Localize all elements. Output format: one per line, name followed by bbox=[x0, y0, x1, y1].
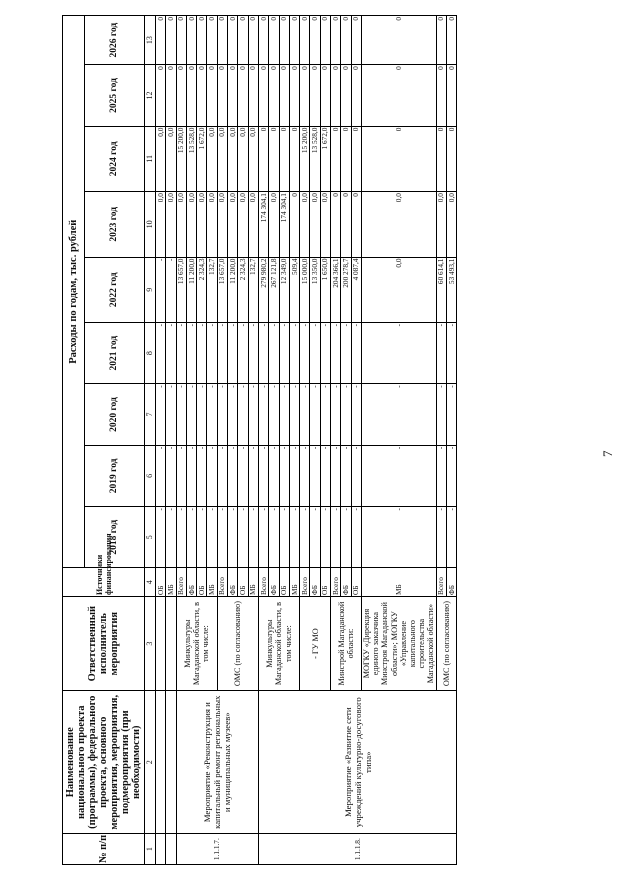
value-cell: - bbox=[248, 384, 258, 445]
source-cell: ФБ bbox=[341, 568, 351, 597]
column-index: 10 bbox=[145, 192, 156, 257]
value-cell: - bbox=[289, 445, 299, 506]
value-cell: - bbox=[269, 507, 279, 568]
value-cell: - bbox=[156, 445, 166, 506]
value-cell: - bbox=[248, 507, 258, 568]
value-cell: - bbox=[258, 445, 268, 506]
responsible-cell bbox=[156, 597, 166, 691]
value-cell: 0 bbox=[176, 65, 186, 126]
responsible-executor: Минстрой Магаданской области: bbox=[331, 597, 362, 691]
value-cell: - bbox=[166, 445, 176, 506]
value-cell: 0 bbox=[341, 16, 351, 65]
value-cell: 13 528,0 bbox=[186, 126, 196, 191]
value-cell: - bbox=[436, 445, 446, 506]
value-cell: 0,0 bbox=[269, 192, 279, 257]
value-cell: - bbox=[310, 445, 320, 506]
item-number: 1.1.1.7. bbox=[176, 834, 258, 865]
value-cell: 13 528,0 bbox=[310, 126, 320, 191]
value-cell: - bbox=[228, 445, 238, 506]
value-cell: - bbox=[361, 445, 436, 506]
value-cell: 0 bbox=[197, 65, 207, 126]
value-cell: 0 bbox=[341, 65, 351, 126]
value-cell: 132,7 bbox=[248, 257, 258, 322]
value-cell: - bbox=[176, 445, 186, 506]
value-cell: 0,0 bbox=[207, 192, 217, 257]
source-cell: Всего bbox=[436, 568, 446, 597]
page-number: 7 bbox=[600, 450, 615, 457]
table-row bbox=[156, 16, 166, 865]
value-cell: 0,0 bbox=[217, 126, 227, 191]
value-cell: - bbox=[446, 384, 456, 445]
value-cell: - bbox=[351, 507, 361, 568]
source-cell: Всего bbox=[300, 568, 310, 597]
value-cell: - bbox=[207, 445, 217, 506]
value-cell: 11 200,0 bbox=[186, 257, 196, 322]
value-cell: - bbox=[186, 322, 196, 383]
column-index: 4 bbox=[145, 568, 156, 597]
item-name: Мероприятие «Развитие сети учреждений культурно-досугового типа» bbox=[258, 691, 456, 834]
value-cell: - bbox=[300, 384, 310, 445]
value-cell: 0 bbox=[279, 126, 289, 191]
responsible-executor: ОМС (по согласованию) bbox=[217, 597, 258, 691]
value-cell: - bbox=[176, 507, 186, 568]
source-cell: ОБ bbox=[238, 568, 248, 597]
value-cell: 2 324,3 bbox=[238, 257, 248, 322]
value-cell: 0 bbox=[289, 126, 299, 191]
value-cell: 4 087,4 bbox=[351, 257, 361, 322]
value-cell: - bbox=[310, 322, 320, 383]
value-cell: 0 bbox=[217, 65, 227, 126]
source-cell: Всего bbox=[331, 568, 341, 597]
value-cell: - bbox=[186, 507, 196, 568]
value-cell: - bbox=[166, 384, 176, 445]
value-cell: 267 121,8 bbox=[269, 257, 279, 322]
column-index: 5 bbox=[145, 507, 156, 568]
value-cell: 13 657,0 bbox=[217, 257, 227, 322]
column-index: 8 bbox=[145, 322, 156, 383]
value-cell: 0 bbox=[300, 16, 310, 65]
source-cell: МБ bbox=[248, 568, 258, 597]
value-cell: - bbox=[436, 507, 446, 568]
value-cell: 0 bbox=[156, 65, 166, 126]
value-cell: 0,0 bbox=[197, 192, 207, 257]
name-cell bbox=[166, 691, 176, 834]
value-cell: - bbox=[228, 507, 238, 568]
value-cell: 0,0 bbox=[446, 192, 456, 257]
value-cell: - bbox=[361, 384, 436, 445]
value-cell: - bbox=[176, 322, 186, 383]
value-cell: 0 bbox=[341, 192, 351, 257]
value-cell: 0,0 bbox=[207, 126, 217, 191]
value-cell: 0 bbox=[341, 126, 351, 191]
value-cell: 0 bbox=[331, 16, 341, 65]
value-cell: 0 bbox=[238, 65, 248, 126]
value-cell: 0,0 bbox=[361, 192, 436, 257]
value-cell: - bbox=[361, 507, 436, 568]
value-cell: - bbox=[258, 322, 268, 383]
value-cell: - bbox=[186, 445, 196, 506]
header-year: 2021 год bbox=[85, 322, 145, 383]
expenses-table bbox=[62, 15, 457, 865]
column-index: 1 bbox=[145, 834, 156, 865]
value-cell: - bbox=[320, 507, 330, 568]
header-num: № п/п bbox=[63, 834, 145, 865]
value-cell: 0,0 bbox=[310, 192, 320, 257]
value-cell: 0 bbox=[289, 65, 299, 126]
value-cell: - bbox=[341, 322, 351, 383]
value-cell: 0 bbox=[186, 16, 196, 65]
value-cell: - bbox=[436, 384, 446, 445]
value-cell: - bbox=[166, 257, 176, 322]
value-cell: - bbox=[217, 445, 227, 506]
value-cell: - bbox=[258, 507, 268, 568]
num-cell bbox=[166, 834, 176, 865]
value-cell: 0 bbox=[361, 16, 436, 65]
value-cell: 200 278,7 bbox=[341, 257, 351, 322]
value-cell: 174 304,1 bbox=[279, 192, 289, 257]
value-cell: 0 bbox=[258, 16, 268, 65]
source-cell: МБ bbox=[166, 568, 176, 597]
table-row bbox=[176, 16, 186, 865]
value-cell: 12 349,0 bbox=[279, 257, 289, 322]
value-cell: 0,0 bbox=[186, 192, 196, 257]
value-cell: - bbox=[217, 322, 227, 383]
value-cell: 0 bbox=[310, 16, 320, 65]
value-cell: - bbox=[446, 322, 456, 383]
table-row bbox=[258, 16, 268, 865]
name-cell bbox=[156, 691, 166, 834]
value-cell: 0 bbox=[238, 16, 248, 65]
value-cell: - bbox=[248, 445, 258, 506]
source-cell: ФБ bbox=[186, 568, 196, 597]
responsible-executor: - ГУ МО bbox=[300, 597, 331, 691]
value-cell: 0,0 bbox=[248, 192, 258, 257]
value-cell: 0 bbox=[351, 16, 361, 65]
source-cell: ФБ bbox=[228, 568, 238, 597]
value-cell: - bbox=[436, 322, 446, 383]
column-index: 3 bbox=[145, 597, 156, 691]
value-cell: 0 bbox=[269, 16, 279, 65]
responsible-executor: Минкультуры Магаданской области, в том числе: bbox=[258, 597, 299, 691]
value-cell: 15 000,0 bbox=[300, 257, 310, 322]
value-cell: - bbox=[351, 384, 361, 445]
value-cell: 0 bbox=[207, 16, 217, 65]
value-cell: 0,0 bbox=[320, 192, 330, 257]
value-cell: - bbox=[269, 445, 279, 506]
num-cell bbox=[156, 834, 166, 865]
value-cell: - bbox=[331, 507, 341, 568]
value-cell: - bbox=[446, 507, 456, 568]
column-index-row bbox=[145, 16, 156, 865]
column-index: 9 bbox=[145, 257, 156, 322]
value-cell: 0 bbox=[289, 192, 299, 257]
value-cell: 0 bbox=[331, 192, 341, 257]
value-cell: 132,7 bbox=[207, 257, 217, 322]
value-cell: - bbox=[176, 384, 186, 445]
value-cell: 60 614,1 bbox=[436, 257, 446, 322]
value-cell: - bbox=[156, 507, 166, 568]
value-cell: - bbox=[238, 384, 248, 445]
value-cell: 0 bbox=[331, 126, 341, 191]
value-cell: - bbox=[331, 384, 341, 445]
source-cell: МБ bbox=[361, 568, 436, 597]
value-cell: 0 bbox=[351, 126, 361, 191]
value-cell: - bbox=[238, 322, 248, 383]
value-cell: - bbox=[269, 322, 279, 383]
source-cell: Всего bbox=[176, 568, 186, 597]
source-cell: ОБ bbox=[279, 568, 289, 597]
source-cell: ФБ bbox=[269, 568, 279, 597]
value-cell: - bbox=[341, 445, 351, 506]
value-cell: - bbox=[320, 445, 330, 506]
header-year: 2018 год bbox=[85, 507, 145, 568]
value-cell: 0,0 bbox=[238, 192, 248, 257]
value-cell: - bbox=[228, 384, 238, 445]
responsible-executor: МОГКУ «Дирекция единого заказчика Минстроя Магаданской области»; МОГКУ «Управление капитального строительства Магаданской области» bbox=[361, 597, 436, 691]
header-responsible: Ответственный исполнитель мероприятия bbox=[63, 597, 145, 691]
value-cell: 13 350,0 bbox=[310, 257, 320, 322]
value-cell: 53 493,1 bbox=[446, 257, 456, 322]
value-cell: - bbox=[446, 445, 456, 506]
value-cell: - bbox=[207, 322, 217, 383]
value-cell: - bbox=[228, 322, 238, 383]
value-cell: - bbox=[331, 445, 341, 506]
item-number: 1.1.1.8. bbox=[258, 834, 456, 865]
value-cell: 11 200,0 bbox=[228, 257, 238, 322]
value-cell: 0 bbox=[228, 16, 238, 65]
value-cell: 0,0 bbox=[300, 192, 310, 257]
column-index: 12 bbox=[145, 65, 156, 126]
value-cell: 0 bbox=[351, 65, 361, 126]
source-cell: ОБ bbox=[156, 568, 166, 597]
value-cell: 0 bbox=[436, 65, 446, 126]
value-cell: 0,0 bbox=[361, 257, 436, 322]
column-index: 6 bbox=[145, 445, 156, 506]
value-cell: - bbox=[238, 445, 248, 506]
value-cell: - bbox=[300, 322, 310, 383]
value-cell: - bbox=[207, 507, 217, 568]
value-cell: 0 bbox=[351, 192, 361, 257]
responsible-executor: Минкультуры Магаданской области, в том числе: bbox=[176, 597, 217, 691]
value-cell: - bbox=[217, 507, 227, 568]
value-cell: 0 bbox=[446, 126, 456, 191]
value-cell: 0 bbox=[279, 16, 289, 65]
source-cell: МБ bbox=[207, 568, 217, 597]
value-cell: 0 bbox=[248, 65, 258, 126]
value-cell: - bbox=[310, 384, 320, 445]
header-year: 2024 год bbox=[85, 126, 145, 191]
source-cell: ОБ bbox=[197, 568, 207, 597]
value-cell: - bbox=[331, 322, 341, 383]
source-cell: ОБ bbox=[351, 568, 361, 597]
value-cell: - bbox=[289, 507, 299, 568]
value-cell: 0,0 bbox=[228, 126, 238, 191]
value-cell: - bbox=[279, 507, 289, 568]
value-cell: - bbox=[279, 445, 289, 506]
value-cell: - bbox=[279, 384, 289, 445]
value-cell: - bbox=[197, 445, 207, 506]
value-cell: 0,0 bbox=[156, 126, 166, 191]
value-cell: 0 bbox=[300, 65, 310, 126]
value-cell: 0 bbox=[446, 65, 456, 126]
responsible-cell bbox=[166, 597, 176, 691]
header-source: Источники финансирования bbox=[63, 568, 145, 597]
value-cell: 1 672,0 bbox=[320, 126, 330, 191]
header-name: Наименование национального проекта (программы), федерального проекта, основного мероприятия, мероприятия, подмероприятия (при необходимости) bbox=[63, 691, 145, 834]
value-cell: - bbox=[156, 384, 166, 445]
header-year: 2025 год bbox=[85, 65, 145, 126]
source-cell: Всего bbox=[217, 568, 227, 597]
value-cell: - bbox=[310, 507, 320, 568]
value-cell: 0 bbox=[258, 126, 268, 191]
value-cell: 13 657,0 bbox=[176, 257, 186, 322]
header-year: 2019 год bbox=[85, 445, 145, 506]
value-cell: - bbox=[351, 445, 361, 506]
value-cell: - bbox=[258, 384, 268, 445]
source-cell: ФБ bbox=[310, 568, 320, 597]
value-cell: - bbox=[217, 384, 227, 445]
value-cell: 0 bbox=[320, 65, 330, 126]
value-cell: 0 bbox=[228, 65, 238, 126]
value-cell: 0,0 bbox=[248, 126, 258, 191]
value-cell: 0,0 bbox=[228, 192, 238, 257]
value-cell: - bbox=[300, 507, 310, 568]
value-cell: - bbox=[361, 322, 436, 383]
source-cell: МБ bbox=[289, 568, 299, 597]
value-cell: - bbox=[300, 445, 310, 506]
value-cell: 0 bbox=[361, 126, 436, 191]
value-cell: 0 bbox=[436, 126, 446, 191]
value-cell: 0 bbox=[207, 65, 217, 126]
table-row bbox=[166, 16, 176, 865]
source-cell: ФБ bbox=[446, 568, 456, 597]
item-name: Мероприятие «Реконструкция и капитальный ремонт региональных и муниципальных музеев» bbox=[176, 691, 258, 834]
column-index: 13 bbox=[145, 16, 156, 65]
value-cell: 0 bbox=[248, 16, 258, 65]
column-index: 11 bbox=[145, 126, 156, 191]
value-cell: - bbox=[166, 507, 176, 568]
value-cell: 0 bbox=[166, 16, 176, 65]
value-cell: 0 bbox=[289, 16, 299, 65]
header-year: 2020 год bbox=[85, 384, 145, 445]
value-cell: 0 bbox=[269, 126, 279, 191]
value-cell: - bbox=[238, 507, 248, 568]
value-cell: 279 980,2 bbox=[258, 257, 268, 322]
value-cell: 0,0 bbox=[176, 192, 186, 257]
value-cell: 0 bbox=[217, 16, 227, 65]
value-cell: 0 bbox=[269, 65, 279, 126]
value-cell: 0 bbox=[310, 65, 320, 126]
value-cell: 1 672,0 bbox=[197, 126, 207, 191]
value-cell: - bbox=[197, 322, 207, 383]
value-cell: - bbox=[197, 507, 207, 568]
value-cell: - bbox=[320, 322, 330, 383]
column-index: 7 bbox=[145, 384, 156, 445]
value-cell: 1 650,0 bbox=[320, 257, 330, 322]
value-cell: 174 304,1 bbox=[258, 192, 268, 257]
value-cell: - bbox=[186, 384, 196, 445]
value-cell: - bbox=[156, 322, 166, 383]
value-cell: 0 bbox=[156, 16, 166, 65]
value-cell: 0,0 bbox=[436, 192, 446, 257]
value-cell: - bbox=[320, 384, 330, 445]
value-cell: - bbox=[289, 322, 299, 383]
value-cell: - bbox=[197, 384, 207, 445]
header-year: 2026 год bbox=[85, 16, 145, 65]
value-cell: 0,0 bbox=[238, 126, 248, 191]
header-year: 2023 год bbox=[85, 192, 145, 257]
header-year: 2022 год bbox=[85, 257, 145, 322]
value-cell: 0 bbox=[279, 65, 289, 126]
value-cell: 0 bbox=[186, 65, 196, 126]
value-cell: 0 bbox=[436, 16, 446, 65]
value-cell: 2 324,3 bbox=[197, 257, 207, 322]
value-cell: 0,0 bbox=[156, 192, 166, 257]
source-cell: ОБ bbox=[320, 568, 330, 597]
value-cell: - bbox=[248, 322, 258, 383]
column-index: 2 bbox=[145, 691, 156, 834]
value-cell: 0 bbox=[361, 65, 436, 126]
value-cell: 0 bbox=[166, 65, 176, 126]
value-cell: 0 bbox=[446, 16, 456, 65]
value-cell: 0 bbox=[320, 16, 330, 65]
value-cell: 0,0 bbox=[166, 126, 176, 191]
value-cell: 0,0 bbox=[217, 192, 227, 257]
value-cell: - bbox=[166, 322, 176, 383]
value-cell: - bbox=[341, 384, 351, 445]
value-cell: - bbox=[269, 384, 279, 445]
value-cell: 0,0 bbox=[166, 192, 176, 257]
value-cell: - bbox=[279, 322, 289, 383]
value-cell: 0 bbox=[331, 65, 341, 126]
value-cell: - bbox=[341, 507, 351, 568]
value-cell: - bbox=[351, 322, 361, 383]
value-cell: 15 200,0 bbox=[176, 126, 186, 191]
value-cell: - bbox=[207, 384, 217, 445]
header-expenses: Расходы по годам, тыс. рублей bbox=[63, 16, 85, 568]
value-cell: 0 bbox=[197, 16, 207, 65]
value-cell: 509,4 bbox=[289, 257, 299, 322]
value-cell: 15 200,0 bbox=[300, 126, 310, 191]
value-cell: - bbox=[289, 384, 299, 445]
value-cell: 204 366,1 bbox=[331, 257, 341, 322]
value-cell: - bbox=[156, 257, 166, 322]
source-cell: Всего bbox=[258, 568, 268, 597]
value-cell: 0 bbox=[258, 65, 268, 126]
responsible-executor: ОМС (по согласованию) bbox=[436, 597, 457, 691]
value-cell: 0 bbox=[176, 16, 186, 65]
